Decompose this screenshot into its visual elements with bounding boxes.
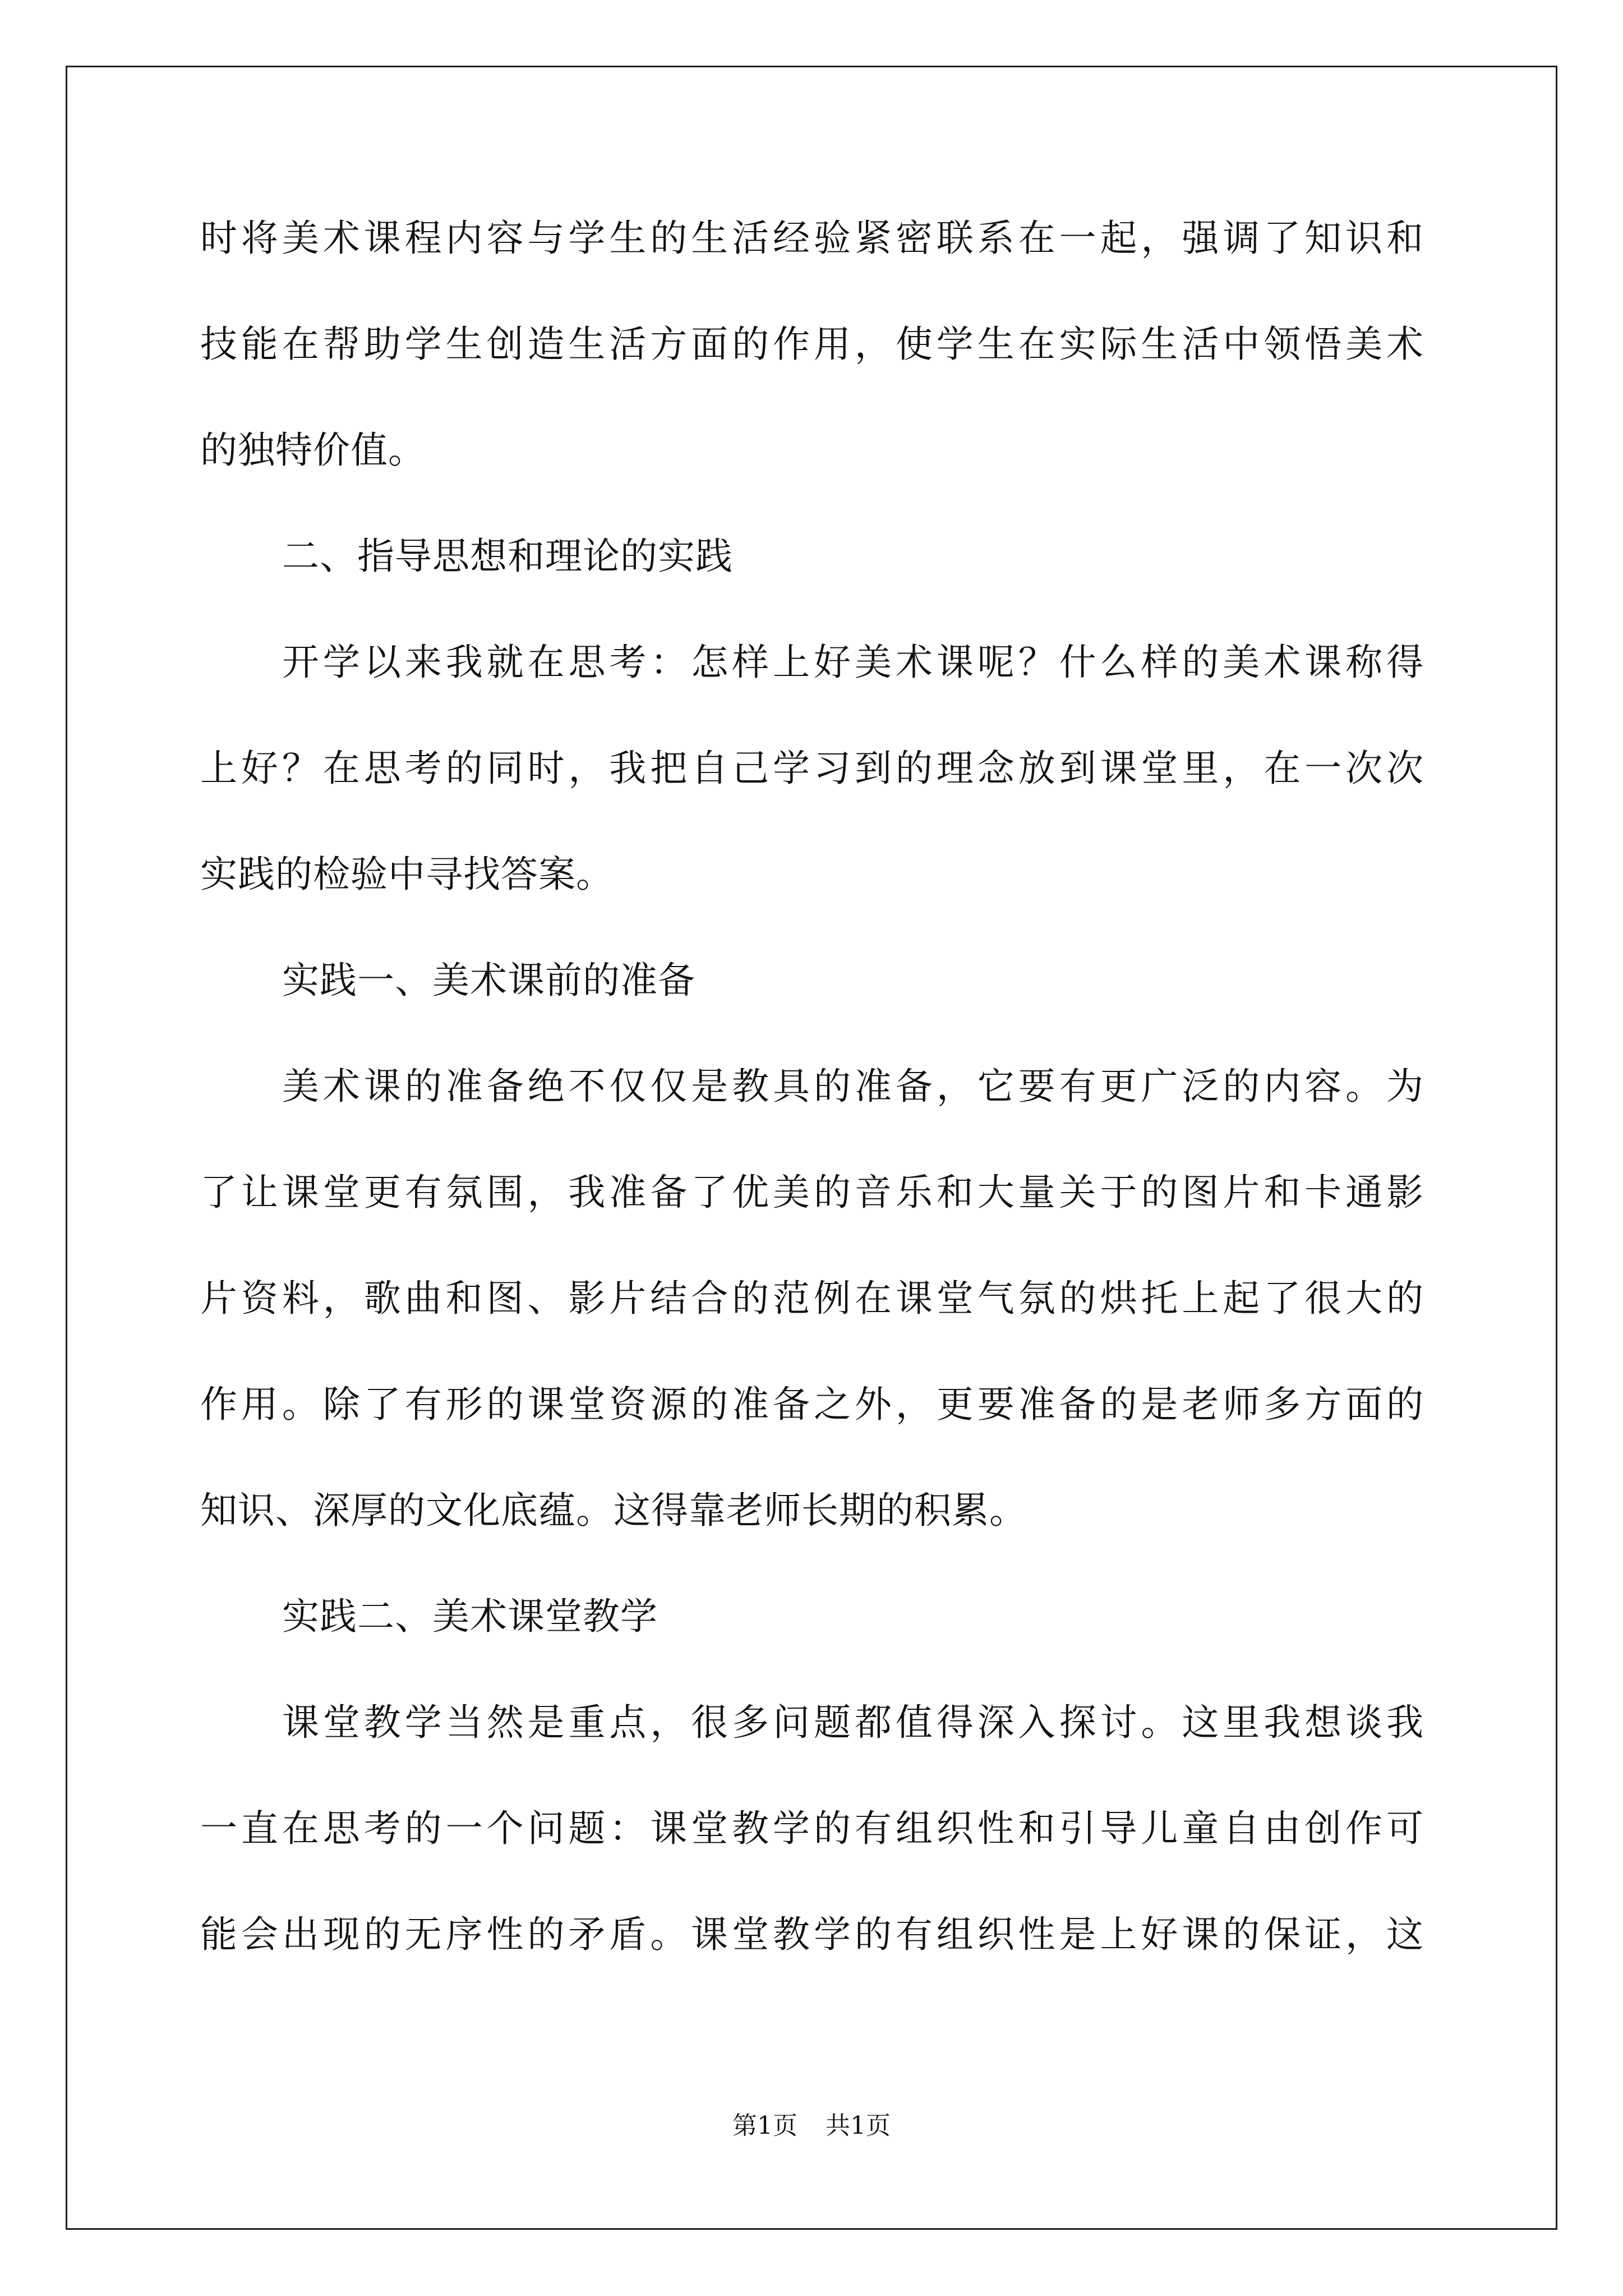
section-heading: 实践一、美术课前的准备: [282, 959, 695, 1002]
document-body: [200, 185, 1424, 1987]
text-line: 了让课堂更有氛围，我准备了优美的音乐和大量关于的图片和卡通影: [200, 1171, 1424, 1214]
text-line: 技能在帮助学生创造生活方面的作用，使学生在实际生活中领悟美术: [200, 323, 1424, 366]
text-line: 开学以来我就在思考：怎样上好美术课呢？什么样的美术课称得: [282, 641, 1424, 684]
text-line: 一直在思考的一个问题：课堂教学的有组织性和引导儿童自由创作可: [200, 1807, 1424, 1850]
text-line: 课堂教学当然是重点，很多问题都值得深入探讨。这里我想谈我: [282, 1701, 1424, 1744]
page-footer: [0, 2109, 1623, 2143]
page-number: 第1页: [732, 2111, 797, 2140]
section-heading: 实践二、美术课堂教学: [282, 1595, 658, 1638]
page-total: 共1页: [826, 2111, 891, 2140]
text-line: 的独特价值。: [200, 429, 426, 472]
text-line: 时将美术课程内容与学生的生活经验紧密联系在一起，强调了知识和: [200, 217, 1424, 260]
text-line: 片资料，歌曲和图、影片结合的范例在课堂气氛的烘托上起了很大的: [200, 1277, 1424, 1320]
section-heading: 二、指导思想和理论的实践: [282, 535, 733, 578]
text-line: 美术课的准备绝不仅仅是教具的准备，它要有更广泛的内容。为: [282, 1065, 1424, 1108]
text-line: 上好？在思考的同时，我把自己学习到的理念放到课堂里，在一次次: [200, 747, 1424, 790]
text-line: 实践的检验中寻找答案。: [200, 853, 614, 896]
text-line: 知识、深厚的文化底蕴。这得靠老师长期的积累。: [200, 1489, 1027, 1532]
text-line: 能会出现的无序性的矛盾。课堂教学的有组织性是上好课的保证，这: [200, 1913, 1424, 1956]
text-line: 作用。除了有形的课堂资源的准备之外，更要准备的是老师多方面的: [200, 1383, 1424, 1426]
